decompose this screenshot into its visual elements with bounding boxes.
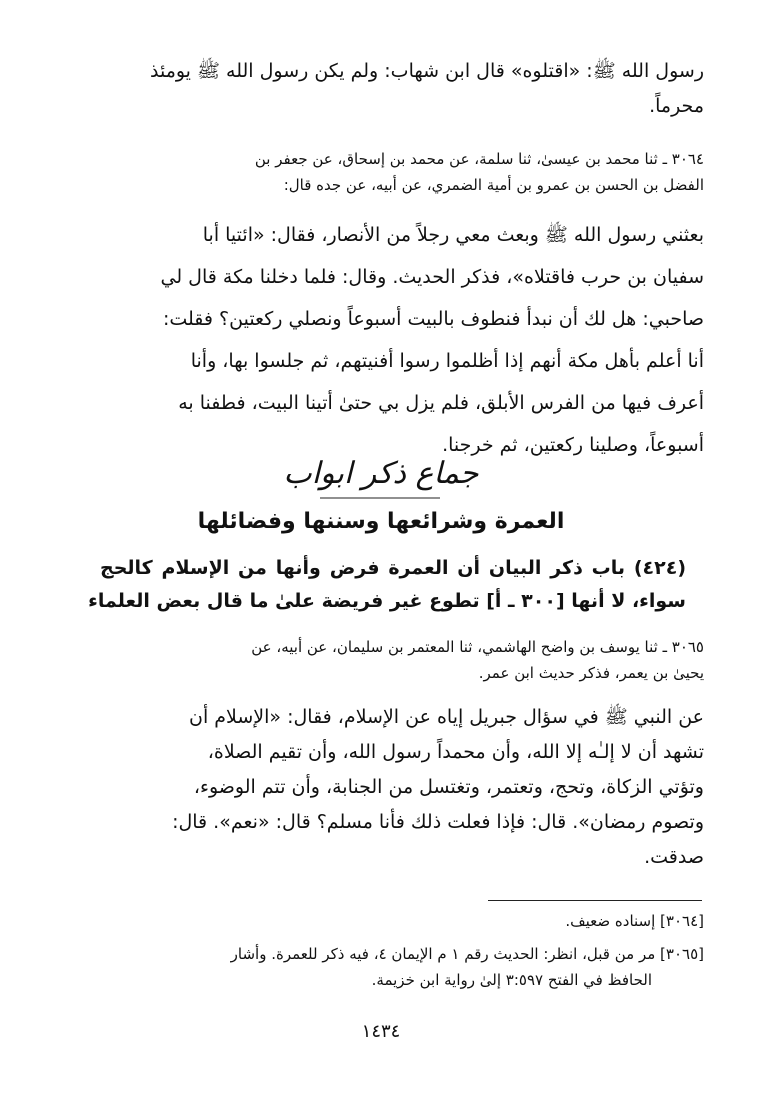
- text-line: صدقت.: [644, 846, 704, 868]
- text-line: أعرف فيها من الفرس الأبلق، فلم يزل بي حتىٰ أتينا البيت، فطفنا به: [178, 392, 704, 414]
- text-line: تشهد أن لا إلـٰه إلا الله، وأن محمداً رسول الله، وأن تقيم الصلاة،: [207, 741, 704, 763]
- footnote-text: [٣٠٦٥] مر من قبل، انظر: الحديث رقم ١ م الإيمان ٤، فيه ذكر للعمرة. وأشار: [230, 945, 704, 963]
- footnote-text: [٣٠٦٤] إسناده ضعيف.: [565, 912, 704, 930]
- text-line: عن النبي ﷺ في سؤال جبريل إياه عن الإسلام، فقال: «الإسلام أن: [189, 706, 704, 728]
- text-line: سواء، لا أنها [٣٠٠ ـ أ] تطوع غير فريضة علىٰ ما قال بعض العلماء: [88, 590, 686, 612]
- hadith-3064-isnad: [78, 146, 704, 198]
- footnote-text: الحافظ في الفتح ٣:٥٩٧ إلىٰ رواية ابن خزيمة.: [371, 971, 652, 989]
- footnote-divider: [488, 900, 702, 901]
- text-line: رسول الله ﷺ: «اقتلوه» قال ابن شهاب: ولم يكن رسول الله ﷺ يومئذ: [149, 60, 704, 82]
- title-ornament: [320, 497, 440, 499]
- section-calligraphy-title: جماع ذكر ابواب: [283, 456, 479, 491]
- text-line: محرماً.: [649, 95, 704, 117]
- text-line: الفضل بن الحسن بن عمرو بن أمية الضمري، عن أبيه، عن جده قال:: [283, 176, 704, 194]
- text-line: وتؤتي الزكاة، وتحج، وتعتمر، وتغتسل من الجنابة، وأن تتم الوضوء،: [193, 776, 704, 798]
- hadith-3065-isnad: [78, 634, 704, 686]
- footnote-3065: [78, 941, 704, 993]
- chapter-heading: [88, 552, 686, 618]
- continued-paragraph: [78, 54, 704, 124]
- footnote-3064: [78, 908, 704, 934]
- text-line: أنا أعلم بأهل مكة أنهم إذا أظلموا رسوا أفنيتهم، ثم جلسوا بها، وأنا: [190, 350, 704, 372]
- section-subtitle: العمرة وشرائعها وسننها وفضائلها: [197, 509, 565, 534]
- text-line: وتصوم رمضان». قال: فإذا فعلت ذلك فأنا مسلم؟ قال: «نعم». قال:: [172, 811, 704, 833]
- text-line: ٣٠٦٥ ـ ثنا يوسف بن واضح الهاشمي، ثنا المعتمر بن سليمان، عن أبيه، عن: [251, 638, 704, 656]
- text-line: (٤٢٤) باب ذكر البيان أن العمرة فرض وأنها من الإسلام كالحج: [100, 557, 686, 579]
- text-line: بعثني رسول الله ﷺ وبعث معي رجلاً من الأنصار، فقال: «ائتيا أبا: [202, 224, 704, 246]
- text-line: يحيىٰ بن يعمر، فذكر حديث ابن عمر.: [478, 664, 704, 682]
- hadith-3064-matn: [78, 214, 704, 466]
- text-line: صاحبي: هل لك أن نبدأ فنطوف بالبيت أسبوعاً ونصلي ركعتين؟ فقلت:: [162, 308, 704, 330]
- text-line: ٣٠٦٤ ـ ثنا محمد بن عيسىٰ، ثنا سلمة، عن محمد بن إسحاق، عن جعفر بن: [254, 150, 704, 168]
- text-line: سفيان بن حرب فاقتلاه»، فذكر الحديث. وقال: فلما دخلنا مكة قال لي: [160, 266, 704, 288]
- page-number: ١٤٣٤: [361, 1021, 401, 1042]
- hadith-3065-matn: [78, 700, 704, 875]
- text-line: أسبوعاً، وصلينا ركعتين، ثم خرجنا.: [442, 434, 704, 456]
